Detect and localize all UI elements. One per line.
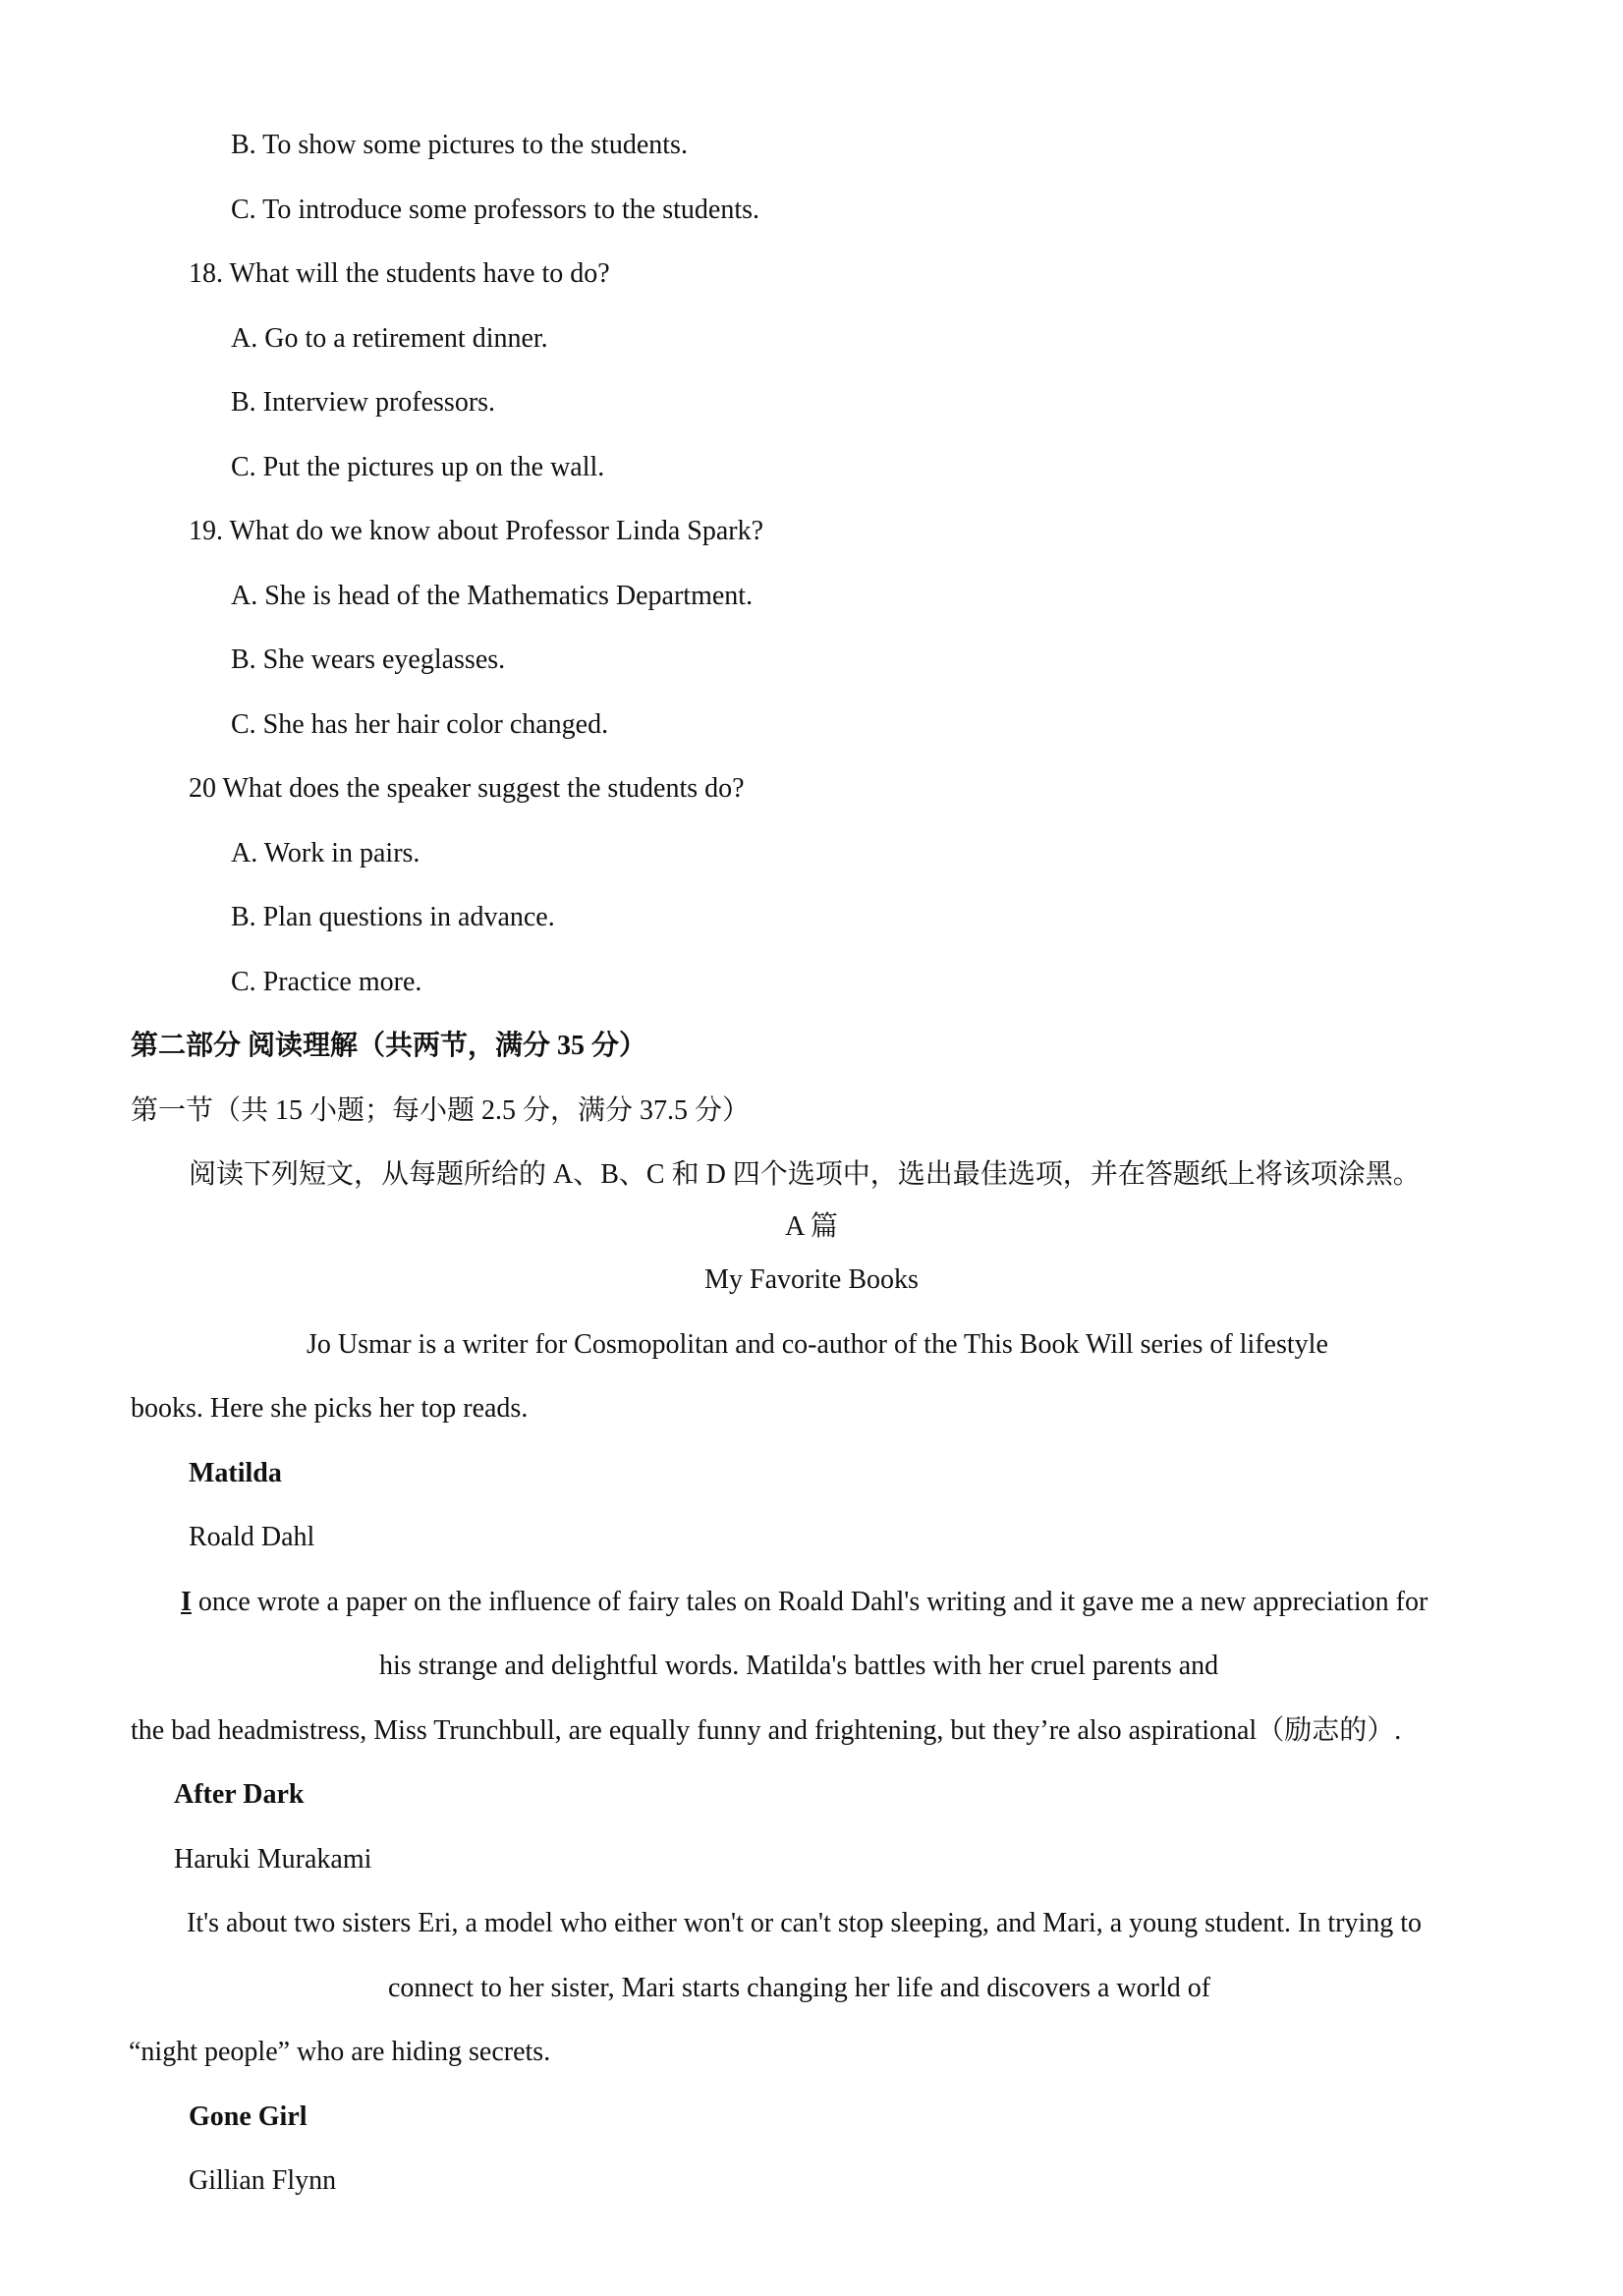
q19-option-c: C. She has her hair color changed. bbox=[231, 709, 609, 740]
book-title-after-dark: After Dark bbox=[174, 1779, 305, 1810]
q19-option-b: B. She wears eyeglasses. bbox=[231, 644, 506, 675]
book-review-line-3: “night people” who are hiding secrets. bbox=[129, 2037, 551, 2067]
q19-option-a: A. She is head of the Mathematics Department. bbox=[231, 581, 754, 611]
book-review-line-2: connect to her sister, Mari starts changing her life and discovers a world of bbox=[388, 1973, 1211, 2003]
q19-question: 19. What do we know about Professor Linda Spark? bbox=[189, 516, 764, 546]
book-title-gone-girl: Gone Girl bbox=[189, 2101, 308, 2132]
book-author-dahl: Roald Dahl bbox=[189, 1522, 315, 1552]
intro-line-2: books. Here she picks her top reads. bbox=[131, 1393, 529, 1424]
intro-line-1: Jo Usmar is a writer for Cosmopolitan and co-author of the This Book Will series of lifestyle bbox=[307, 1329, 1328, 1360]
underlined-lead-word: I bbox=[181, 1587, 192, 1617]
section-one-title: 第一节（共 15 小题；每小题 2.5 分，满分 37.5 分） bbox=[131, 1095, 751, 1126]
book-review-line-1: It's about two sisters Eri, a model who either won't or can't stop sleeping, and Mari, a young student. In trying to bbox=[187, 1908, 1423, 1938]
q18-question: 18. What will the students have to do? bbox=[189, 258, 610, 289]
review-text: once wrote a paper on the influence of fairy tales on Roald Dahl's writing and it gave me a new appreciation for bbox=[191, 1587, 1428, 1617]
part-two-title: 第二部分 阅读理解（共两节，满分 35 分） bbox=[131, 1031, 647, 1061]
book-author-flynn: Gillian Flynn bbox=[189, 2165, 337, 2196]
passage-label: A 篇 bbox=[785, 1211, 838, 1242]
q20-option-b: B. Plan questions in advance. bbox=[231, 902, 555, 932]
q20-option-a: A. Work in pairs. bbox=[231, 838, 420, 868]
passage-title: My Favorite Books bbox=[704, 1264, 919, 1295]
q18-option-c: C. Put the pictures up on the wall. bbox=[231, 452, 605, 482]
q20-option-c: C. Practice more. bbox=[231, 967, 422, 997]
reading-instructions: 阅读下列短文，从每题所给的 A、B、C 和 D 四个选项中，选出最佳选项，并在答题纸上将该项涂黑。 bbox=[189, 1159, 1421, 1190]
book-review-line-1 bbox=[167, 1585, 1427, 1620]
q20-question: 20 What does the speaker suggest the students do? bbox=[189, 773, 745, 804]
q17-option-b: B. To show some pictures to the students. bbox=[231, 130, 688, 160]
book-review-line-3: the bad headmistress, Miss Trunchbull, are equally funny and frightening, but they’re also aspirational（励志的）. bbox=[131, 1715, 1402, 1746]
book-author-murakami: Haruki Murakami bbox=[174, 1844, 372, 1875]
q18-option-b: B. Interview professors. bbox=[231, 387, 496, 418]
q17-option-c: C. To introduce some professors to the students. bbox=[231, 195, 760, 225]
q18-option-a: A. Go to a retirement dinner. bbox=[231, 323, 548, 354]
book-review-line-2: his strange and delightful words. Matilda's battles with her cruel parents and bbox=[379, 1651, 1219, 1681]
book-title-matilda: Matilda bbox=[189, 1458, 282, 1488]
